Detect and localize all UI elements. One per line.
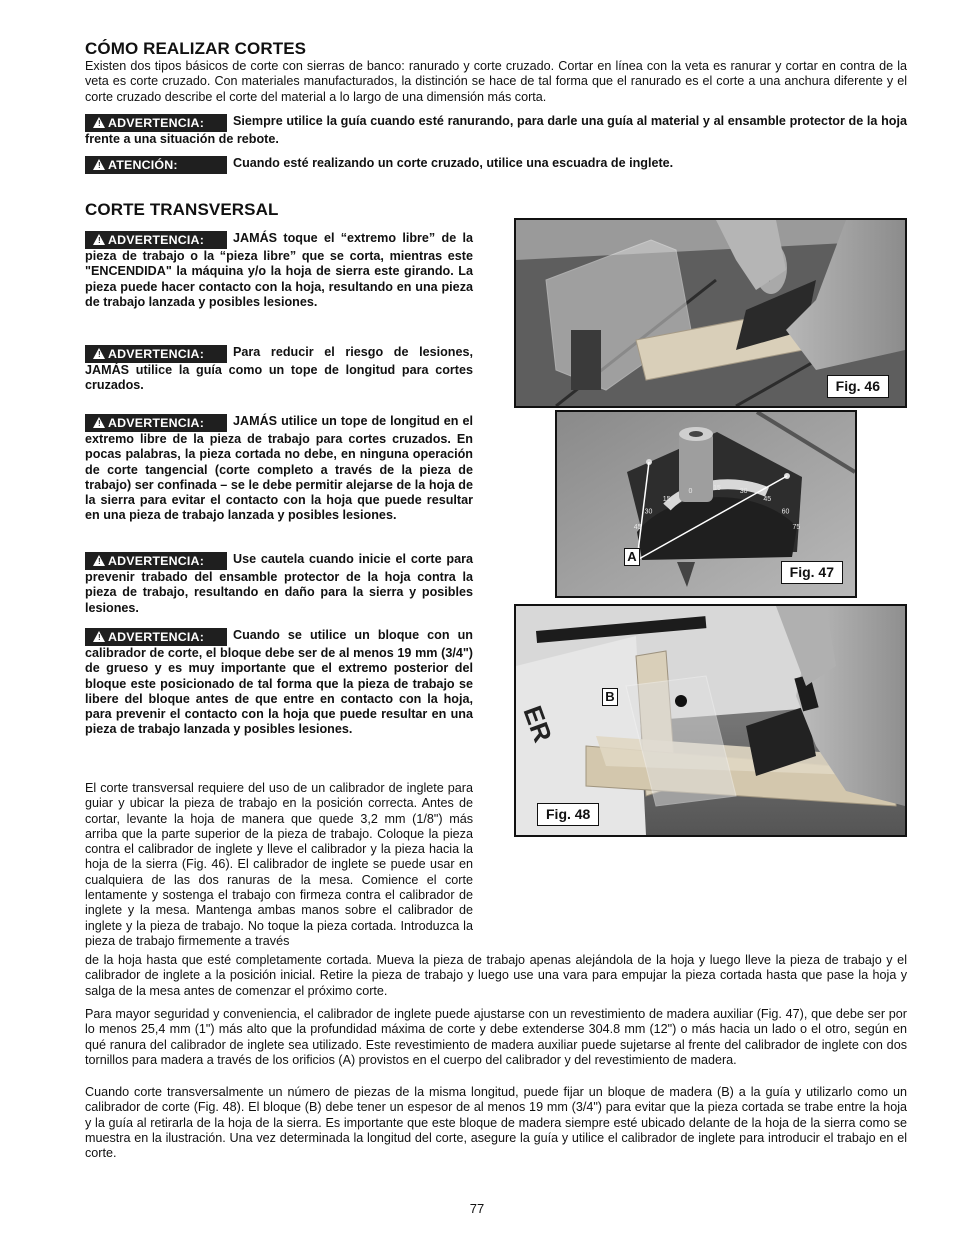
scale-mark: 60: [781, 508, 790, 516]
paragraph-corte-transversal-column: El corte transversal requiere del uso de un calibrador de inglete para guiar y ubicar la pieza de trabajo en la posición correcta. Antes de cortar, levante la hoja de manera que quede 3,2 mm (1/8") más arriba que la parte superior de la pieza de trabajo. Coloque la pieza contra el calibrador de inglete y lleve el calibrador y la pieza hacia la hoja de la sierra (Fig. 46). El calibrador de inglete se puede usar en cualquiera de las dos ranuras de la mesa. Comience el corte lentamente y sostenga el trabajo con firmeza contra el calibrador de inglete y la mesa. Mantenga ambas manos sobre el calibrador de inglete y la pieza de trabajo. No toque la pieza cortada. Introduzca la pieza de trabajo firmemente a través: [85, 781, 473, 948]
warning-badge: ! ADVERTENCIA:: [85, 345, 227, 363]
warning-triangle-icon: !: [93, 555, 105, 566]
warning-badge: ! ADVERTENCIA:: [85, 231, 227, 249]
figure-47: [555, 410, 857, 598]
warning-extremo-libre: ! ADVERTENCIA: JAMÁS toque el “extremo libre” de la pieza de trabajo o la “pieza libre” que se corta, mientras este "ENCENDIDA" la máquina y/o la hoja de sierra este girando. La pieza puede hacer contacto con la hoja, resultando en una pieza de trabajo lanzada y posibles lesiones.: [85, 231, 473, 309]
warning-bloque-calibrador: ! ADVERTENCIA: Cuando se utilice un bloque con un calibrador de corte, el bloque debe ser de al menos 19 mm (3/4") de grueso y es muy importante que el extremo posterior del bloque este posicionado de tal forma que la pieza de trabajo se libere del bloque antes de que entre en contacto con la hoja, para prevenir el contacto con la hoja que puede resultar en una pieza de trabajo lanzada y posibles lesiones.: [85, 628, 473, 737]
warning-badge: ! ADVERTENCIA:: [85, 628, 227, 646]
intro-paragraph: Existen dos tipos básicos de corte con sierras de banco: ranurado y corte cruzado. Cortar en línea con la veta es ranurar y cortar en contra de la veta es corte cruzado. Con materiales manufacturados, la distinción se hace de tal forma que el ranurado es el corte a una anchura diferente y el corte cruzado describe el corte del material a lo largo de una dimensión más corta.: [85, 59, 907, 104]
warning-tope-longitud: ! ADVERTENCIA: JAMÁS utilice un tope de longitud en el extremo libre de la pieza de trabajo para cortes cruzados. En pocas palabras, la pieza cortada no debe, en ninguna operación de corte tangencial (corte completo a través de la pieza de trabajo) ser confinada – se le debe permitir alejarse de la hoja de la sierra para evitar el contacto con la hoja que puede resultar en una pieza de trabajo lanzada y posibles lesiones.: [85, 414, 473, 523]
warning-triangle-icon: !: [93, 234, 105, 245]
caution-corte-cruzado: ! ATENCIÓN: Cuando esté realizando un corte cruzado, utilice una escuadra de inglete.: [85, 156, 907, 174]
warning-badge: ! ADVERTENCIA:: [85, 114, 227, 132]
scale-mark: 30: [644, 508, 653, 516]
warning-triangle-icon: !: [93, 348, 105, 359]
warning-badge: ! ADVERTENCIA:: [85, 414, 227, 432]
warning-badge: ! ADVERTENCIA:: [85, 552, 227, 570]
section-title-como-realizar-cortes: CÓMO REALIZAR CORTES: [85, 39, 307, 58]
figure-48-label-b: B: [602, 688, 618, 706]
warning-triangle-icon: !: [93, 159, 105, 170]
figure-48-label: Fig. 48: [537, 803, 599, 826]
section-title-corte-transversal: CORTE TRANSVERSAL: [85, 200, 279, 219]
figure-48: [514, 604, 907, 837]
warning-triangle-icon: !: [93, 417, 105, 428]
paragraph-bloque-madera: Cuando corte transversalmente un número de piezas de la misma longitud, puede fijar un bloque de madera (B) a la guía y utilizarlo como un calibrador de corte (Fig. 48). El bloque (B) debe tener un espesor de al menos 19 mm (3/4") para evitar que la pieza cortada se trabe entre la hoja y la guía al retirarla de la hoja de la sierra. Es importante que este bloque de madera siempre esté ubicado delante de la hoja de la sierra como se muestra en la ilustración. Una vez determinada la longitud del corte, asegure la guía y utilice el calibrador de inglete para introducir el trabajo en el corte.: [85, 1085, 907, 1161]
svg-text:ER: ER: [517, 701, 559, 747]
caution-badge: ! ATENCIÓN:: [85, 156, 227, 174]
figure-46-label: Fig. 46: [827, 375, 889, 398]
scale-mark: 15: [662, 495, 671, 503]
paragraph-corte-transversal-continued: de la hoja hasta que esté completamente cortada. Mueva la pieza de trabajo apenas alejándola de la hoja y luego lleve la pieza de trabajo y el calibrador de inglete a la posición inicial. Retire la pieza de trabajo y luego use una vara para empujar la pieza cortada hasta que pase la hoja y salga de la mesa antes de comenzar el próximo corte.: [85, 953, 907, 998]
warning-tope-guia: ! ADVERTENCIA: Para reducir el riesgo de lesiones, JAMÁS utilice la guía como un tope de longitud para cortes cruzados.: [85, 345, 473, 393]
warning-triangle-icon: !: [93, 117, 105, 128]
scale-mark: 30: [739, 487, 748, 495]
paragraph-revestimiento: Para mayor seguridad y conveniencia, el calibrador de inglete puede ajustarse con un revestimiento de madera auxiliar (Fig. 47), que debe ser por lo menos 25,4 mm (1") más alto que la profundidad máxima de corte y debe extenderse 304.8 mm (12") o más hacia un lado o el otro, según en qué ranura del calibrador de inglete sea utilizado. Este revestimiento de madera auxiliar puede sujetarse al frente del calibrador de inglete con dos tornillos para madera a través de los orificios (A) provistos en el cuerpo del calibrador y del revestimiento de madera.: [85, 1007, 907, 1067]
warning-ranurado: ! ADVERTENCIA: Siempre utilice la guía cuando esté ranurando, para darle una guía al material y al ensamble protector de la hoja frente a una situación de rebote.: [85, 114, 907, 146]
figure-48-photo: [516, 606, 905, 835]
scale-mark: 45: [763, 495, 772, 503]
scale-mark: 75: [792, 524, 801, 532]
warning-cautela: ! ADVERTENCIA: Use cautela cuando inicie el corte para prevenir trabado del ensamble protector de la hoja contra la pieza de trabajo, resultando en daño para la sierra y posibles lesiones.: [85, 552, 473, 615]
figure-47-label: Fig. 47: [781, 561, 843, 584]
figure-46: [514, 218, 907, 408]
page-number: 77: [469, 1201, 485, 1216]
figure-47-label-a: A: [624, 548, 640, 566]
warning-triangle-icon: !: [93, 631, 105, 642]
scale-mark: 0: [688, 487, 693, 495]
scale-mark: 45: [633, 524, 642, 532]
scale-mark: 15: [713, 485, 721, 492]
